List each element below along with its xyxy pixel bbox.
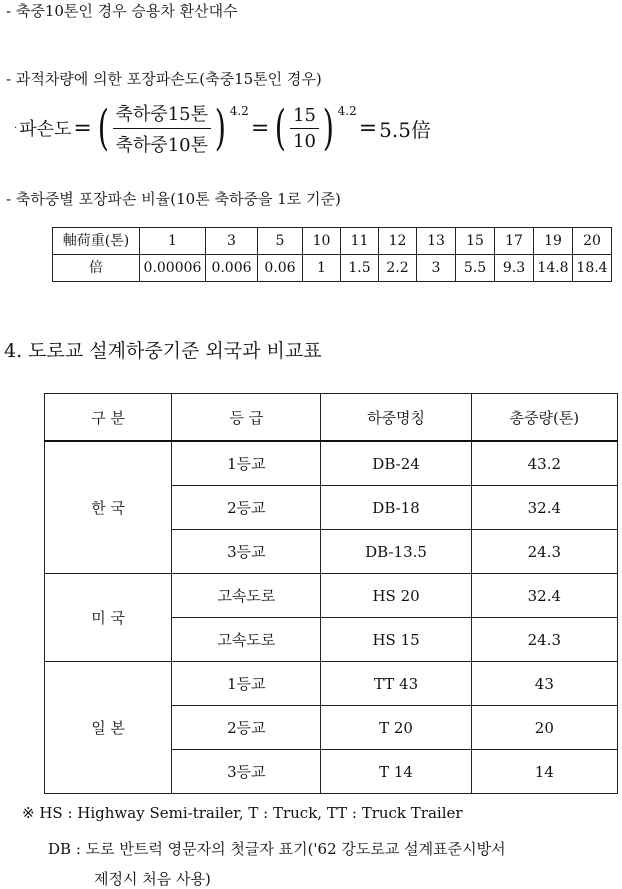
load-name-cell: HS 20 [321,574,471,618]
grade-cell: 3등교 [172,750,321,794]
formula-result: 5.5倍 [379,117,431,142]
formula-equals-1: = [73,115,92,141]
fraction-1-numerator: 축하중15톤 [113,100,211,129]
header-category: 구 분 [45,394,172,442]
damage-ratio-cell: 3 [417,255,456,282]
axle-load-cell: 13 [417,228,456,255]
weight-cell: 24.3 [471,618,617,662]
bullet-pce-conversion: - 축중10톤인 경우 승용차 환산대수 [6,2,238,20]
grade-cell: 2등교 [172,706,321,750]
section-title: 4. 도로교 설계하중기준 외국과 비교표 [4,340,322,362]
damage-ratio-cell: 0.006 [206,255,258,282]
load-name-cell: HS 15 [321,618,471,662]
formula-equals-3: = [358,115,378,141]
weight-cell: 14 [471,750,617,794]
damage-ratio-cell: 18.4 [573,255,612,282]
damage-ratio-cell: 2.2 [379,255,417,282]
damage-formula: · 파손도 = ( $\frac{\text{축하중15톤}}{\text{축하중10톤}}$ ) 4.2 = ( $\frac{15}{10}$ ) 4.2 = 5.5倍 [14,100,431,156]
formula-fraction-1 [113,100,211,157]
axle-load-label: 軸荷重(톤) [53,228,140,255]
weight-cell: 43.2 [471,441,617,486]
axle-load-cell: 1 [140,228,206,255]
load-name-cell: TT 43 [321,662,471,706]
formula-equals-2: = [250,115,270,141]
weight-cell: 32.4 [471,574,617,618]
table-row [45,662,618,706]
damage-ratio-label: 倍 [53,255,140,282]
damage-ratio-cell: 5.5 [456,255,495,282]
grade-cell: 2등교 [172,486,321,530]
country-usa: 미 국 [45,574,172,662]
table-row [45,441,618,486]
header-load-name: 하중명칭 [321,394,471,442]
axle-load-cell: 5 [258,228,303,255]
note-db-definition-cont: 제정시 처음 사용) [94,870,211,888]
damage-ratio-cell: 1 [303,255,341,282]
damage-ratio-cell: 0.00006 [140,255,206,282]
axle-load-cell: 11 [341,228,379,255]
grade-cell: 3등교 [172,530,321,574]
fraction-1-denominator: 축하중10톤 [115,134,208,156]
fraction-2-denominator: 10 [293,130,316,152]
axle-load-cell: 10 [303,228,341,255]
header-total-weight: 총중량(톤) [471,394,617,442]
axle-load-cell: 3 [206,228,258,255]
load-name-cell: DB-24 [321,441,471,486]
damage-ratio-row [53,255,612,282]
axle-load-cell: 15 [456,228,495,255]
grade-cell: 고속도로 [172,618,321,662]
country-korea: 한 국 [45,441,172,574]
weight-cell: 43 [471,662,617,706]
formula-fraction-2 [290,105,319,152]
header-grade: 등 급 [172,394,321,442]
weight-cell: 20 [471,706,617,750]
axle-load-cell: 12 [379,228,417,255]
axle-load-cell: 17 [495,228,534,255]
damage-ratio-cell: 14.8 [534,255,573,282]
grade-cell: 1등교 [172,662,321,706]
formula-exponent-2: 4.2 [337,104,357,118]
table-row [45,574,618,618]
damage-ratio-cell: 9.3 [495,255,534,282]
table-header-row [45,394,618,442]
load-name-cell: T 14 [321,750,471,794]
damage-ratio-cell: 1.5 [341,255,379,282]
country-japan: 일 본 [45,662,172,794]
note-abbreviations: ※ HS : Highway Semi-trailer, T : Truck, TT : Truck Trailer [22,804,463,822]
load-name-cell: T 20 [321,706,471,750]
grade-cell: 1등교 [172,441,321,486]
design-load-comparison-table [44,393,618,794]
weight-cell: 32.4 [471,486,617,530]
axle-load-cell: 20 [573,228,612,255]
load-name-cell: DB-13.5 [321,530,471,574]
axle-load-table [52,227,612,282]
weight-cell: 24.3 [471,530,617,574]
fraction-2-numerator: 15 [290,105,319,129]
axle-load-cell: 19 [534,228,573,255]
grade-cell: 고속도로 [172,574,321,618]
axle-load-row [53,228,612,255]
note-db-definition: DB : 도로 반트럭 영문자의 첫글자 표기('62 강도로교 설계표준시방서 [48,840,506,858]
bullet-damage-degree: - 과적차량에 의한 포장파손도(축중15톤인 경우) [6,70,322,88]
formula-lhs: 파손도 [19,119,72,140]
damage-ratio-cell: 0.06 [258,255,303,282]
formula-exponent-1: 4.2 [229,104,249,118]
bullet-damage-ratio: - 축하중별 포장파손 비율(10톤 축하중을 1로 기준) [6,190,341,208]
load-name-cell: DB-18 [321,486,471,530]
